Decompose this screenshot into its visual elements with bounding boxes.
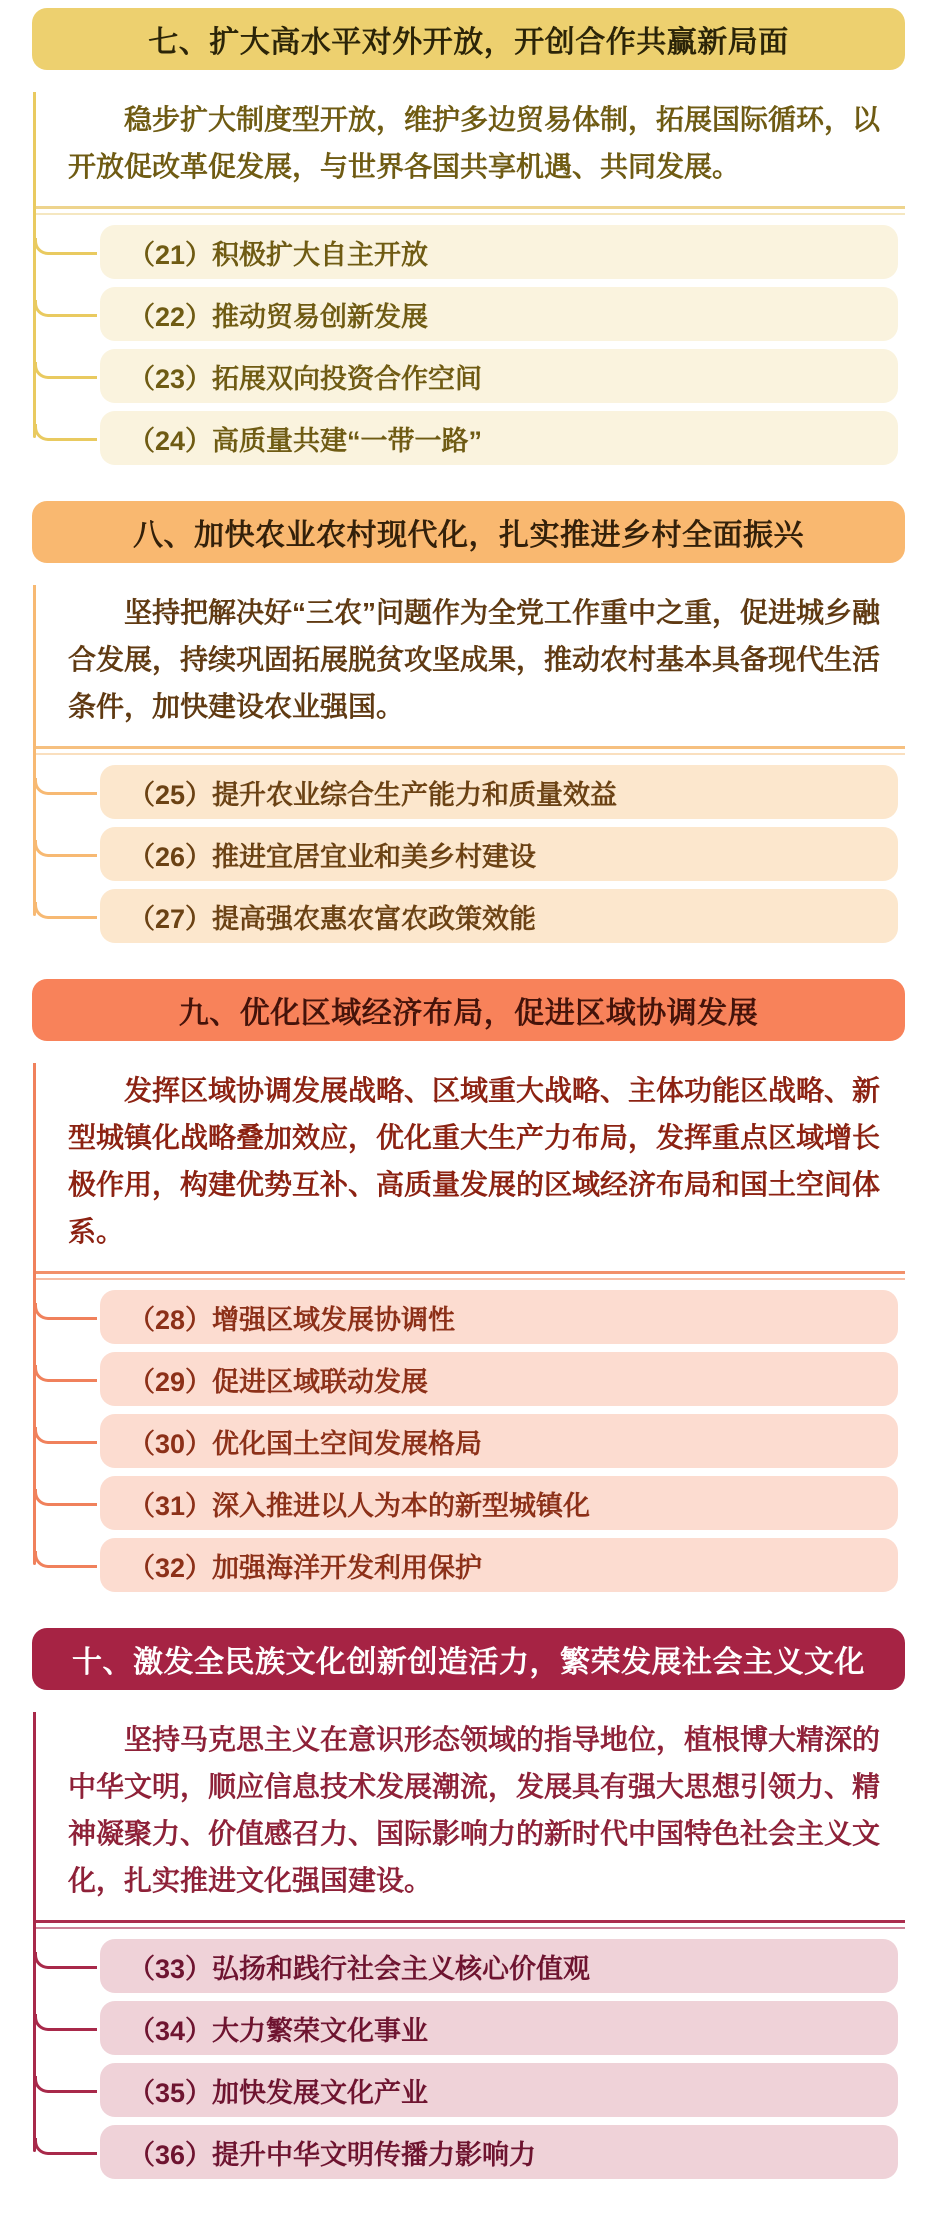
document-root bbox=[0, 8, 933, 2181]
section-body bbox=[0, 589, 933, 945]
item-label: （22）推动贸易创新发展 bbox=[128, 301, 429, 332]
section-divider bbox=[35, 746, 905, 755]
item-label: （29）促进区域联动发展 bbox=[128, 1366, 429, 1397]
section-divider bbox=[35, 1920, 905, 1929]
section-paragraph: 稳步扩大制度型开放，维护多边贸易体制，拓展国际循环，以开放促改革促发展，与世界各国共享机遇、共同发展。 bbox=[68, 104, 881, 183]
list-item bbox=[100, 287, 898, 341]
section-header: 九、优化区域经济布局，促进区域协调发展 bbox=[32, 979, 905, 1041]
section-paragraph: 坚持马克思主义在意识形态领域的指导地位，植根博大精深的中华文明，顺应信息技术发展潮流，发展具有强大思想引领力、精神凝聚力、价值感召力、国际影响力的新时代中国特色社会主义文化，扎实推进文化强国建设。 bbox=[68, 1724, 881, 1897]
list-item bbox=[100, 1538, 898, 1592]
section-3 bbox=[0, 979, 933, 1594]
list-item bbox=[100, 349, 898, 403]
list-item bbox=[100, 2001, 898, 2055]
section-header: 七、扩大高水平对外开放，开创合作共赢新局面 bbox=[32, 8, 905, 70]
item-label: （24）高质量共建“一带一路” bbox=[128, 425, 483, 456]
item-label: （25）提升农业综合生产能力和质量效益 bbox=[128, 779, 618, 810]
section-paragraph: 坚持把解决好“三农”问题作为全党工作重中之重，促进城乡融合发展，持续巩固拓展脱贫攻坚成果，推动农村基本具备现代生活条件，加快建设农业强国。 bbox=[68, 597, 881, 723]
section-item-list bbox=[0, 765, 933, 945]
list-item bbox=[100, 827, 898, 881]
item-label: （34）大力繁荣文化事业 bbox=[128, 2015, 429, 2046]
section-4 bbox=[0, 1628, 933, 2181]
item-label: （26）推进宜居宜业和美乡村建设 bbox=[128, 841, 537, 872]
item-label: （28）增强区域发展协调性 bbox=[128, 1304, 456, 1335]
section-header: 十、激发全民族文化创新创造活力，繁荣发展社会主义文化 bbox=[32, 1628, 905, 1690]
item-label: （36）提升中华文明传播力影响力 bbox=[128, 2139, 537, 2170]
section-divider bbox=[35, 206, 905, 215]
list-item bbox=[100, 411, 898, 465]
list-item bbox=[100, 889, 898, 943]
item-label: （21）积极扩大自主开放 bbox=[128, 239, 429, 270]
item-label: （23）拓展双向投资合作空间 bbox=[128, 363, 483, 394]
section-body bbox=[0, 1716, 933, 2181]
item-label: （32）加强海洋开发利用保护 bbox=[128, 1552, 483, 1583]
list-item bbox=[100, 1352, 898, 1406]
item-label: （35）加快发展文化产业 bbox=[128, 2077, 429, 2108]
list-item bbox=[100, 1414, 898, 1468]
item-label: （33）弘扬和践行社会主义核心价值观 bbox=[128, 1953, 591, 1984]
item-label: （27）提高强农惠农富农政策效能 bbox=[128, 903, 537, 934]
list-item bbox=[100, 2063, 898, 2117]
list-item bbox=[100, 765, 898, 819]
list-item bbox=[100, 1939, 898, 1993]
section-header: 八、加快农业农村现代化，扎实推进乡村全面振兴 bbox=[32, 501, 905, 563]
list-item bbox=[100, 1476, 898, 1530]
section-2 bbox=[0, 501, 933, 945]
section-item-list bbox=[0, 1939, 933, 2181]
list-item bbox=[100, 2125, 898, 2179]
section-divider bbox=[35, 1271, 905, 1280]
section-item-list bbox=[0, 1290, 933, 1594]
section-item-list bbox=[0, 225, 933, 467]
section-paragraph: 发挥区域协调发展战略、区域重大战略、主体功能区战略、新型城镇化战略叠加效应，优化重大生产力布局，发挥重点区域增长极作用，构建优势互补、高质量发展的区域经济布局和国土空间体系。 bbox=[68, 1075, 881, 1248]
item-label: （30）优化国土空间发展格局 bbox=[128, 1428, 483, 1459]
list-item bbox=[100, 225, 898, 279]
item-label: （31）深入推进以人为本的新型城镇化 bbox=[128, 1490, 591, 1521]
list-item bbox=[100, 1290, 898, 1344]
section-1 bbox=[0, 8, 933, 467]
section-body bbox=[0, 96, 933, 467]
section-body bbox=[0, 1067, 933, 1594]
